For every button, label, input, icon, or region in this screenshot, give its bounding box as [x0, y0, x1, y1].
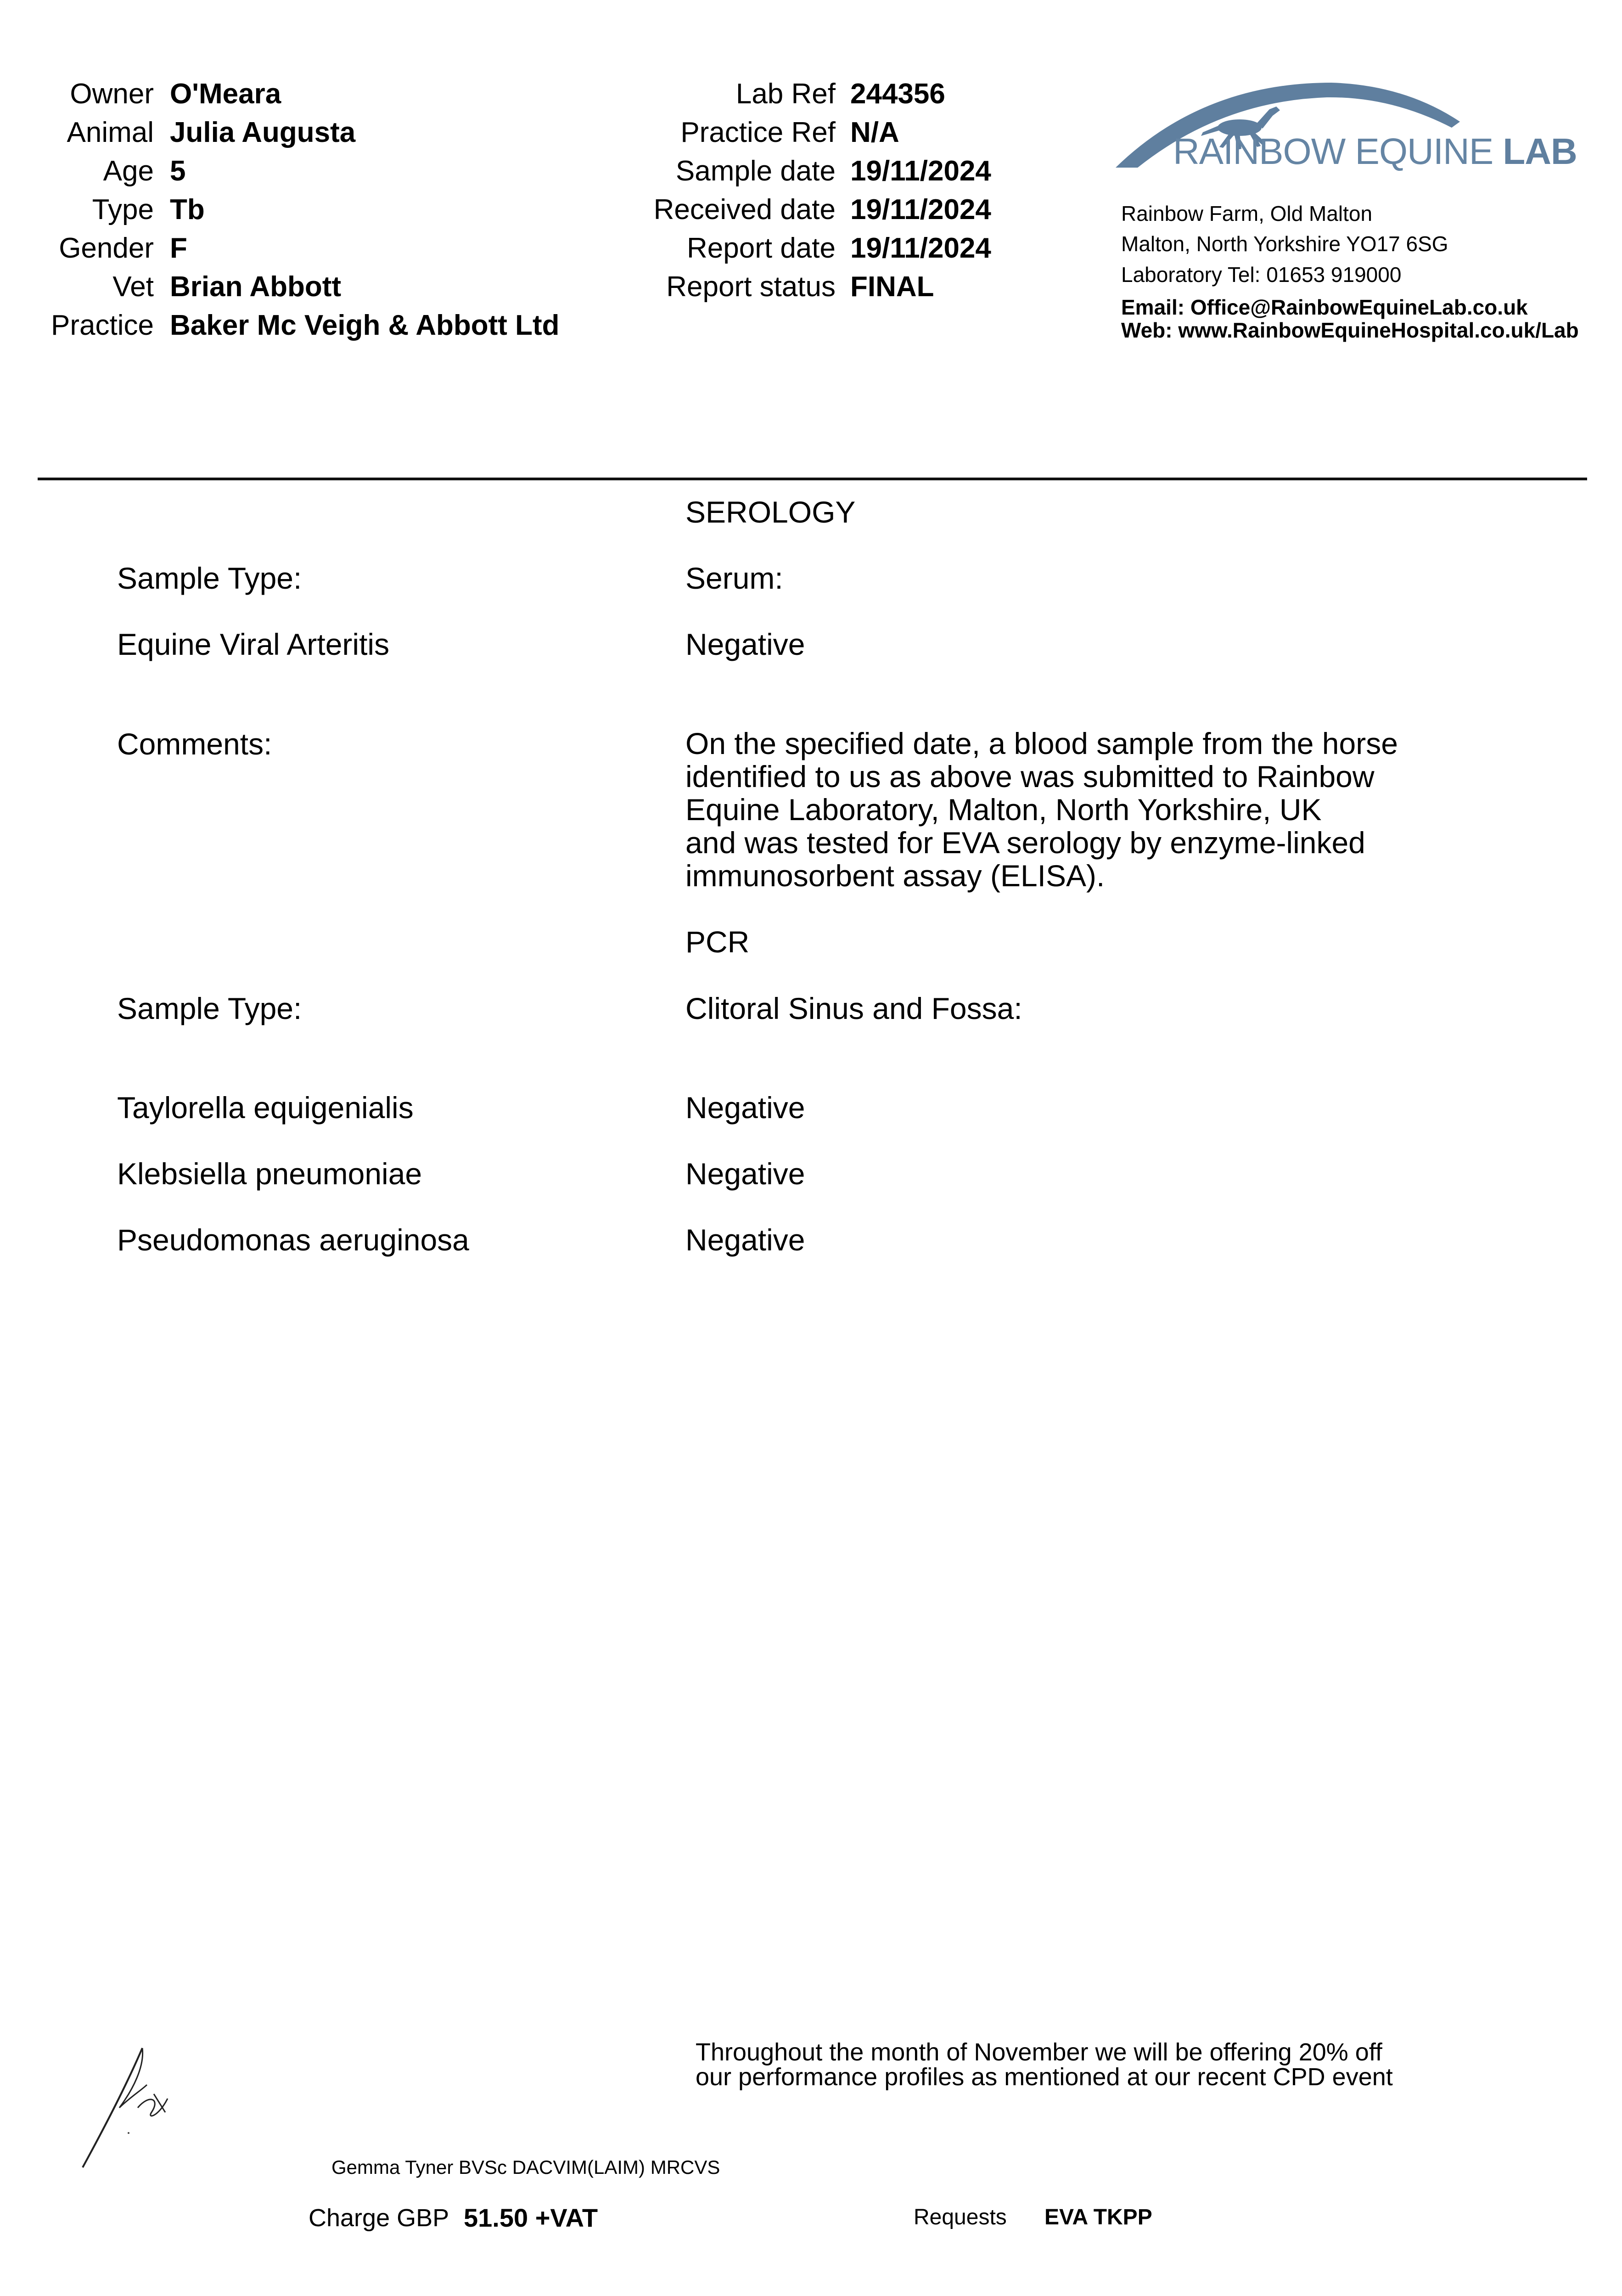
comment-line: immunosorbent assay (ELISA).: [685, 859, 1105, 893]
lab-name-regular: RAINBOW EQUINE: [1173, 131, 1503, 172]
comment-line: On the specified date, a blood sample from the horse: [685, 726, 1398, 760]
header-divider: [38, 478, 1587, 480]
pcr-organism: Taylorella equigenialis: [117, 1091, 414, 1125]
age-value: 5: [170, 155, 186, 187]
serology-sample-type: Serum:: [685, 561, 783, 595]
signer-name: Gemma Tyner BVSc DACVIM(LAIM) MRCVS: [331, 2156, 720, 2178]
vet-value: Brian Abbott: [170, 271, 342, 303]
lab-ref-value: 244356: [850, 78, 945, 110]
signature-image: [73, 2039, 179, 2177]
comments-label: Comments:: [117, 727, 272, 761]
received-date-value: 19/11/2024: [850, 194, 991, 225]
pcr-result: Negative: [685, 1223, 805, 1257]
serology-sample-type-label: Sample Type:: [117, 561, 302, 595]
practice-label: Practice: [51, 310, 154, 341]
gender-label: Gender: [59, 232, 154, 264]
lab-ref-label: Lab Ref: [735, 78, 836, 110]
sample-date-value: 19/11/2024: [850, 155, 991, 187]
practice-ref-value: N/A: [850, 117, 899, 148]
report-date-label: Report date: [687, 232, 836, 264]
comments-text: [685, 727, 1398, 892]
address-line-1: Rainbow Farm, Old Malton: [1121, 202, 1373, 225]
practice-ref-label: Practice Ref: [680, 117, 836, 148]
lab-tel: Laboratory Tel: 01653 919000: [1121, 263, 1402, 287]
comment-line: identified to us as above was submitted to Rainbow: [685, 760, 1375, 793]
owner-label: Owner: [70, 78, 154, 110]
sample-date-label: Sample date: [675, 155, 836, 187]
lab-name: [1173, 129, 1577, 174]
lab-web: Web: www.RainbowEquineHospital.co.uk/Lab: [1121, 318, 1579, 342]
charge-value: 51.50 +VAT: [464, 2203, 598, 2232]
requests-label: Requests: [914, 2205, 1007, 2229]
report-date-value: 19/11/2024: [850, 232, 991, 264]
type-value: Tb: [170, 194, 205, 225]
type-label: Type: [92, 194, 154, 225]
pcr-result: Negative: [685, 1091, 805, 1125]
animal-label: Animal: [67, 117, 154, 148]
address-line-2: Malton, North Yorkshire YO17 6SG: [1121, 232, 1448, 256]
lab-email: Email: Office@RainbowEquineLab.co.uk: [1121, 295, 1528, 319]
animal-value: Julia Augusta: [170, 117, 356, 148]
eva-test-result: Negative: [685, 627, 805, 661]
promo-notice: [696, 2040, 1393, 2089]
report-status-label: Report status: [666, 271, 836, 303]
comment-line: Equine Laboratory, Malton, North Yorkshire, UK: [685, 793, 1322, 827]
requests-value: EVA TKPP: [1044, 2205, 1152, 2229]
vet-label: Vet: [112, 271, 154, 303]
pcr-organism: Klebsiella pneumoniae: [117, 1157, 422, 1191]
report-status-value: FINAL: [850, 271, 934, 303]
pcr-sample-type-label: Sample Type:: [117, 991, 302, 1025]
practice-value: Baker Mc Veigh & Abbott Ltd: [170, 310, 560, 341]
pcr-heading: PCR: [685, 925, 750, 959]
comment-line: and was tested for EVA serology by enzyme-linked: [685, 826, 1365, 860]
charge-label: Charge GBP: [309, 2204, 449, 2232]
lab-name-bold: LAB: [1503, 131, 1577, 172]
promo-line-1: Throughout the month of November we will be offering 20% off: [696, 2038, 1382, 2066]
serology-heading: SEROLOGY: [685, 495, 856, 529]
pcr-organism: Pseudomonas aeruginosa: [117, 1223, 469, 1257]
promo-line-2: our performance profiles as mentioned at our recent CPD event: [696, 2063, 1393, 2091]
received-date-label: Received date: [653, 194, 836, 225]
age-label: Age: [103, 155, 154, 187]
eva-test-name: Equine Viral Arteritis: [117, 627, 390, 661]
pcr-result: Negative: [685, 1157, 805, 1191]
owner-value: O'Meara: [170, 78, 281, 110]
gender-value: F: [170, 232, 187, 264]
pcr-sample-type: Clitoral Sinus and Fossa:: [685, 991, 1022, 1025]
